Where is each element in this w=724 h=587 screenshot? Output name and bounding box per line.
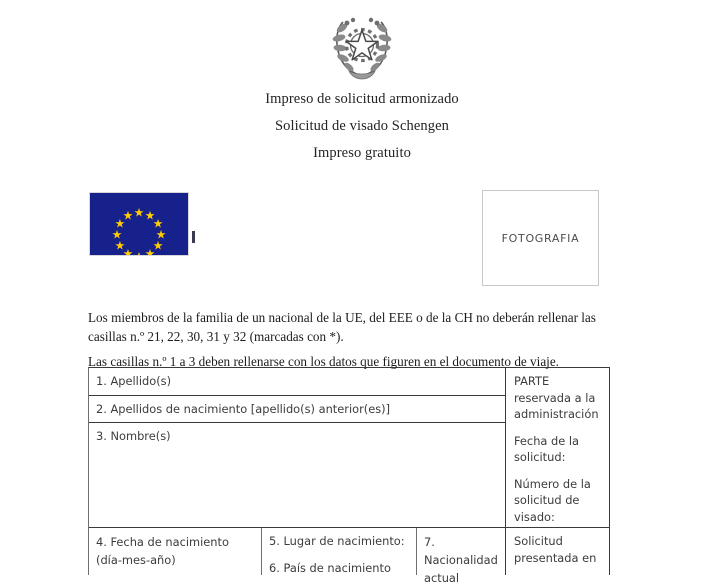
visa-application-form-table [88, 367, 610, 585]
administration-reserved-section [506, 368, 609, 528]
form-field-place-country-of-birth[interactable] [261, 528, 416, 575]
form-field-firstname-label: 3. Nombre(s) [96, 429, 171, 443]
emblem-container [0, 14, 724, 82]
form-applicant-columns [88, 367, 505, 585]
title-line-3: Impreso gratuito [313, 145, 411, 161]
document-titles [0, 86, 724, 167]
form-field-firstname[interactable] [89, 423, 505, 528]
form-field-current-nationality-label: 7. Nacionalidad actual [424, 535, 498, 585]
title-line-1: Impreso de solicitud armonizado [265, 91, 459, 107]
form-field-date-of-birth[interactable] [89, 528, 261, 575]
administration-application-date-label: Fecha de la solicitud: [514, 433, 580, 464]
instruction-notes [88, 309, 618, 372]
italian-republic-emblem-icon [329, 14, 395, 82]
note-paragraph-1: Los miembros de la familia de un nacional de la UE, del EEE o de la CH no deberán rellenar las casillas n.º 21, 22, 30, 31 y 32 (marcadas con *). [88, 310, 596, 344]
form-field-surname[interactable] [89, 368, 505, 396]
administration-visa-number-label: Número de la solicitud de visado: [514, 476, 591, 524]
administration-submitted-label: Solicitud presentada en [514, 534, 597, 565]
form-field-current-nationality[interactable] [416, 528, 505, 585]
form-field-date-of-birth-label: 4. Fecha de nacimiento (día-mes-año) [96, 535, 229, 567]
text-cursor-caret [192, 231, 195, 243]
administration-heading: PARTE reservada a la administración [514, 374, 599, 421]
form-field-place-of-birth-label: 5. Lugar de nacimiento: [269, 534, 405, 548]
photo-placeholder-box [482, 190, 599, 286]
form-row-birth-details [89, 528, 505, 585]
note-paragraph-2: Las casillas n.º 1 a 3 deben rellenarse con los datos que figuren en el documento de viaje. [88, 354, 559, 369]
european-union-flag-icon [89, 192, 189, 256]
form-field-country-of-birth-label: 6. País de nacimiento [269, 560, 391, 575]
form-administration-column [505, 367, 610, 575]
administration-submitted-section [506, 528, 609, 575]
form-field-birth-surname[interactable] [89, 396, 505, 423]
form-field-surname-label: 1. Apellido(s) [96, 374, 172, 388]
title-line-2: Solicitud de visado Schengen [275, 118, 449, 134]
form-field-birth-surname-label: 2. Apellidos de nacimiento [apellido(s) anterior(es)] [96, 402, 391, 416]
photo-placeholder-label: FOTOGRAFIA [501, 231, 580, 245]
